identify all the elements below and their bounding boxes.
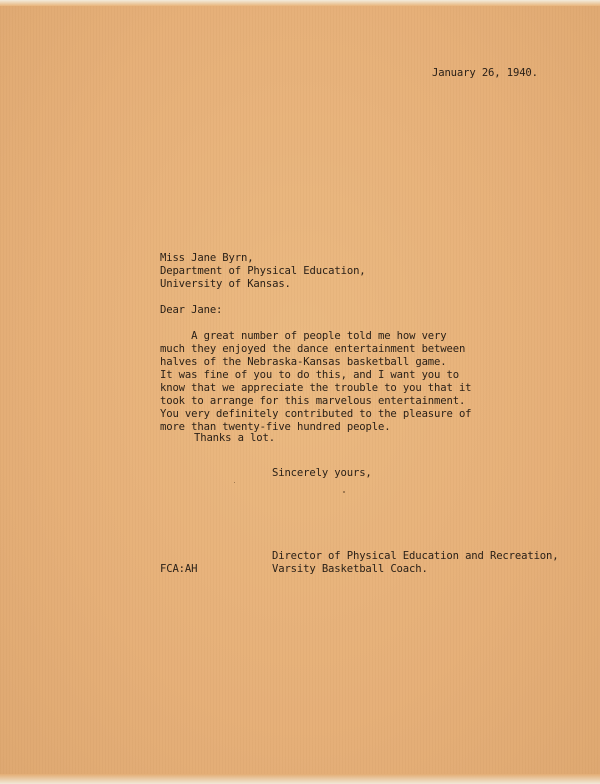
paper-speck (234, 482, 235, 483)
body-line: halves of the Nebraska-Kansas basketball game. (160, 356, 447, 368)
recipient-department: Department of Physical Education, (160, 265, 366, 277)
typist-initials: FCA:AH (160, 563, 198, 575)
recipient-name: Miss Jane Byrn, (160, 252, 254, 264)
body-line: It was fine of you to do this, and I want you to (160, 369, 459, 381)
body-line: know that we appreciate the trouble to you that it (160, 382, 472, 394)
thanks-line: Thanks a lot. (194, 432, 275, 444)
letter-date: January 26, 1940. (432, 67, 538, 79)
paper-top-edge (0, 0, 600, 6)
complimentary-close: Sincerely yours, (272, 467, 372, 479)
signature-title-line-1: Director of Physical Education and Recreation, (272, 550, 559, 562)
paper-bottom-edge (0, 774, 600, 784)
body-line: more than twenty-five hundred people. (160, 421, 391, 433)
body-line: much they enjoyed the dance entertainment between (160, 343, 466, 355)
recipient-institution: University of Kansas. (160, 278, 291, 290)
body-line: You very definitely contributed to the pleasure of (160, 408, 472, 420)
body-line: took to arrange for this marvelous entertainment. (160, 395, 466, 407)
paper-speck (343, 491, 345, 493)
signature-title-line-2: Varsity Basketball Coach. (272, 563, 428, 575)
body-line: A great number of people told me how very (160, 330, 447, 342)
salutation: Dear Jane: (160, 304, 223, 316)
